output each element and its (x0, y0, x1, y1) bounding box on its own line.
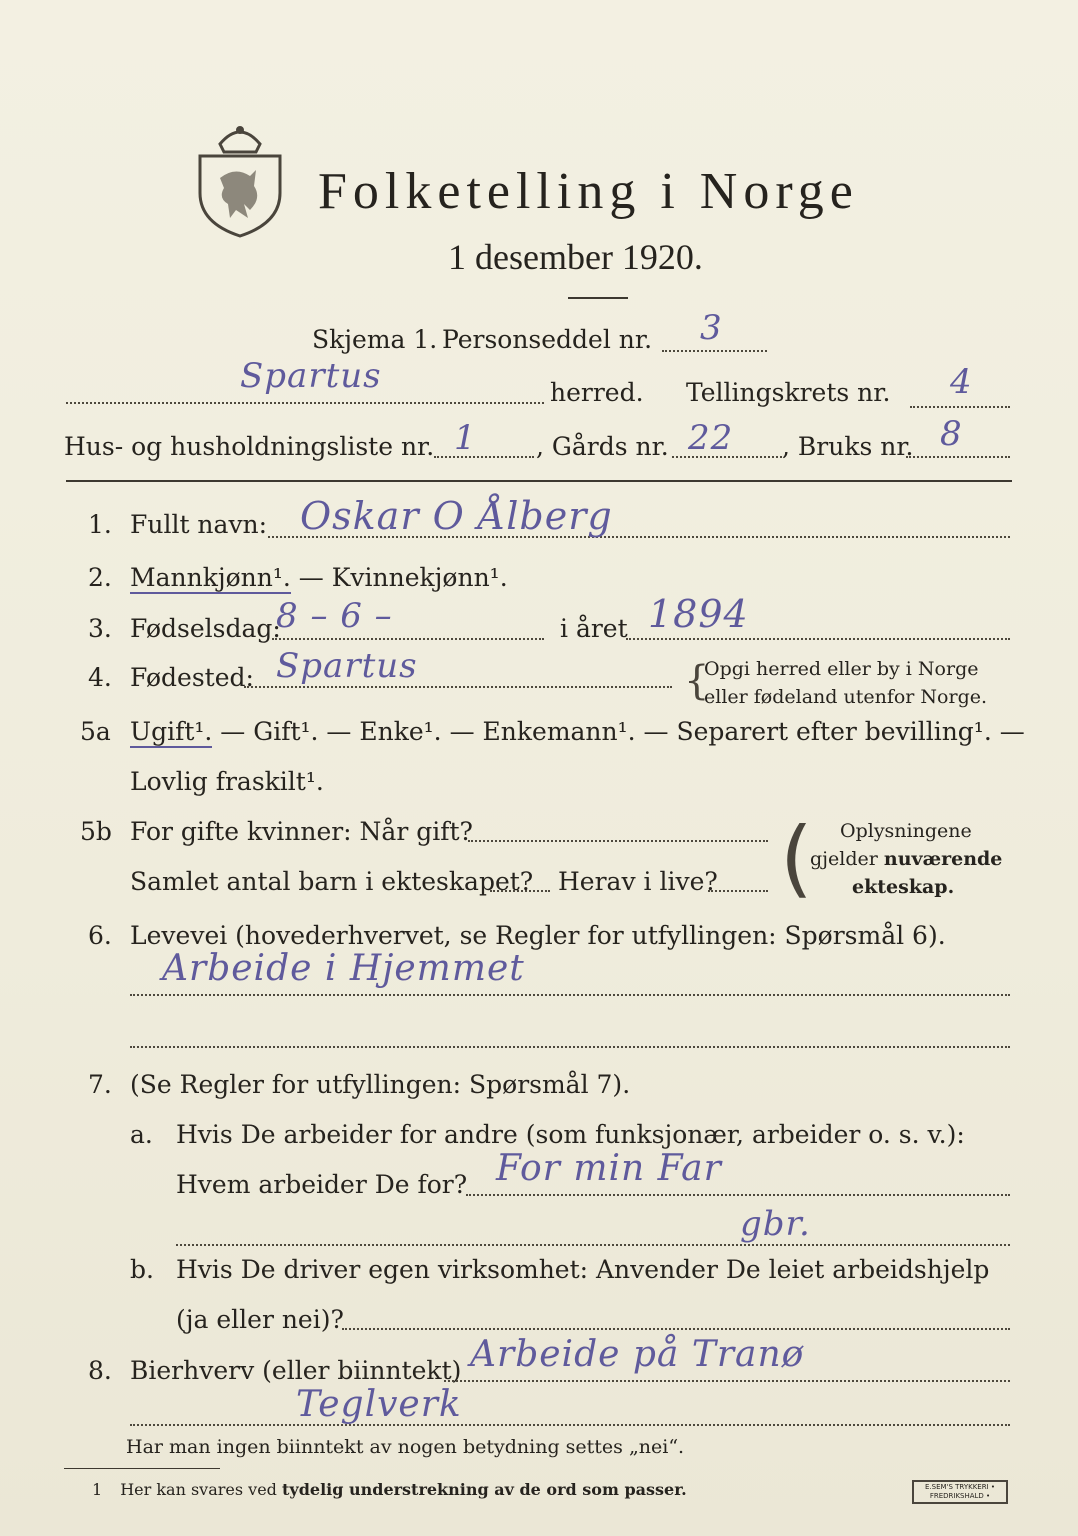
tellingskrets-label: Tellingskrets nr. (686, 378, 891, 407)
q6-label: Levevei (hovederhvervet, se Regler for utfyllingen: Spørsmål 6). (130, 921, 946, 950)
q1-number: 1. (88, 510, 112, 539)
herav-i-live-label: Herav i live? (558, 867, 718, 896)
hus-label: Hus- og husholdningsliste nr. (64, 432, 435, 461)
naar-gift-label: For gifte kvinner: Når gift? (130, 817, 473, 846)
bruks-value[interactable]: 8 (940, 414, 963, 454)
footnote: 1 Her kan svares ved tydelig understrekning av de ord som passer. (92, 1480, 687, 1499)
gards-label: , Gårds nr. (536, 432, 669, 461)
herred-value[interactable]: Spartus (240, 356, 382, 396)
herav-i-live-field[interactable] (708, 890, 768, 892)
birthplace-note-1: Opgi herred eller by i Norge (704, 658, 979, 680)
q7b-letter: b. (130, 1255, 154, 1284)
q6-number: 6. (88, 921, 112, 950)
q4-label: Fødested: (130, 663, 254, 692)
bruks-label: , Bruks nr. (782, 432, 914, 461)
birthyear-value[interactable]: 1894 (648, 592, 749, 636)
tellingskrets-value[interactable]: 4 (950, 362, 973, 402)
birthdate-value[interactable]: 8 – 6 – (276, 596, 393, 636)
birthplace-value[interactable]: Spartus (276, 646, 418, 686)
q3-label: Fødselsdag: (130, 614, 281, 643)
naar-gift-field[interactable] (468, 840, 768, 842)
side-income-value[interactable]: Arbeide på Tranø (470, 1334, 805, 1375)
q2-number: 2. (88, 563, 112, 592)
note-bracket: ( (780, 809, 813, 907)
ekteskap-note-3: ekteskap. (852, 876, 955, 898)
herred-label: herred. (550, 378, 644, 407)
marital-options (130, 717, 1025, 746)
personseddel-value[interactable]: 3 (700, 308, 723, 348)
q7a-line2: Hvem arbeider De for? (176, 1170, 468, 1199)
leiet-hjelp-field[interactable] (342, 1328, 1010, 1330)
skjema-label: Skjema 1. (312, 325, 438, 354)
kvinnekjonn-option[interactable]: Kvinnekjønn¹. (331, 563, 508, 592)
side-income-value-2[interactable]: Teglverk (296, 1384, 462, 1425)
q8-label: Bierhverv (eller biinntekt) (130, 1356, 462, 1385)
employer-value-2[interactable]: gbr. (740, 1204, 811, 1244)
occupation-value[interactable]: Arbeide i Hjemmet (162, 948, 525, 989)
printer-mark: E.SEM'S TRYKKERI • FREDRIKSHALD • (912, 1480, 1008, 1504)
q5b-number: 5b (80, 817, 112, 846)
note-brace: { (684, 658, 710, 704)
footnote-divider (64, 1468, 220, 1469)
antal-barn-label: Samlet antal barn i ekteskapet? (130, 867, 534, 896)
personseddel-label: Personseddel nr. (442, 325, 653, 354)
antal-barn-field[interactable] (490, 890, 550, 892)
coat-of-arms-emblem (190, 118, 290, 242)
q8-number: 8. (88, 1356, 112, 1385)
ugift-option[interactable]: Ugift¹. (130, 717, 213, 746)
header-divider (66, 480, 1012, 482)
q7b-line1: Hvis De driver egen virksomhet: Anvender De leiet arbeidshjelp (176, 1255, 990, 1284)
employer-value[interactable]: For min Far (496, 1148, 722, 1189)
q7b-line2: (ja eller nei)? (176, 1305, 344, 1334)
mannkjonn-option[interactable]: Mannkjønn¹. (130, 563, 291, 592)
q1-label: Fullt navn: (130, 510, 268, 539)
lovlig-fraskilt-option[interactable]: Lovlig fraskilt¹. (130, 767, 324, 796)
ekteskap-note-2: gjelder nuværende (810, 848, 1003, 870)
q4-number: 4. (88, 663, 112, 692)
gender-options: Mannkjønn¹. — Kvinnekjønn¹. (130, 563, 508, 592)
footer-note: Har man ingen biinntekt av nogen betydning settes „nei“. (126, 1436, 685, 1458)
q3-number: 3. (88, 614, 112, 643)
gards-value[interactable]: 22 (688, 418, 734, 458)
title-divider (568, 297, 628, 299)
q7a-letter: a. (130, 1120, 153, 1149)
q7-label: (Se Regler for utfyllingen: Spørsmål 7). (130, 1070, 631, 1099)
form-title: Folketelling i Norge (318, 163, 859, 220)
census-date: 1 desember 1920. (448, 237, 703, 277)
q7a-line1: Hvis De arbeider for andre (som funksjonær, arbeider o. s. v.): (176, 1120, 965, 1149)
ekteskap-note-1: Oplysningene (840, 820, 972, 842)
full-name-value[interactable]: Oskar O Ålberg (300, 494, 613, 538)
birthplace-note-2: eller fødeland utenfor Norge. (704, 686, 988, 708)
other-marital-options[interactable]: — Gift¹. — Enke¹. — Enkemann¹. — Separert efter bevilling¹. — (212, 717, 1025, 746)
q7-number: 7. (88, 1070, 112, 1099)
hus-value[interactable]: 1 (454, 418, 477, 458)
aaret-label: i året (560, 614, 628, 643)
q5a-number: 5a (80, 717, 111, 746)
